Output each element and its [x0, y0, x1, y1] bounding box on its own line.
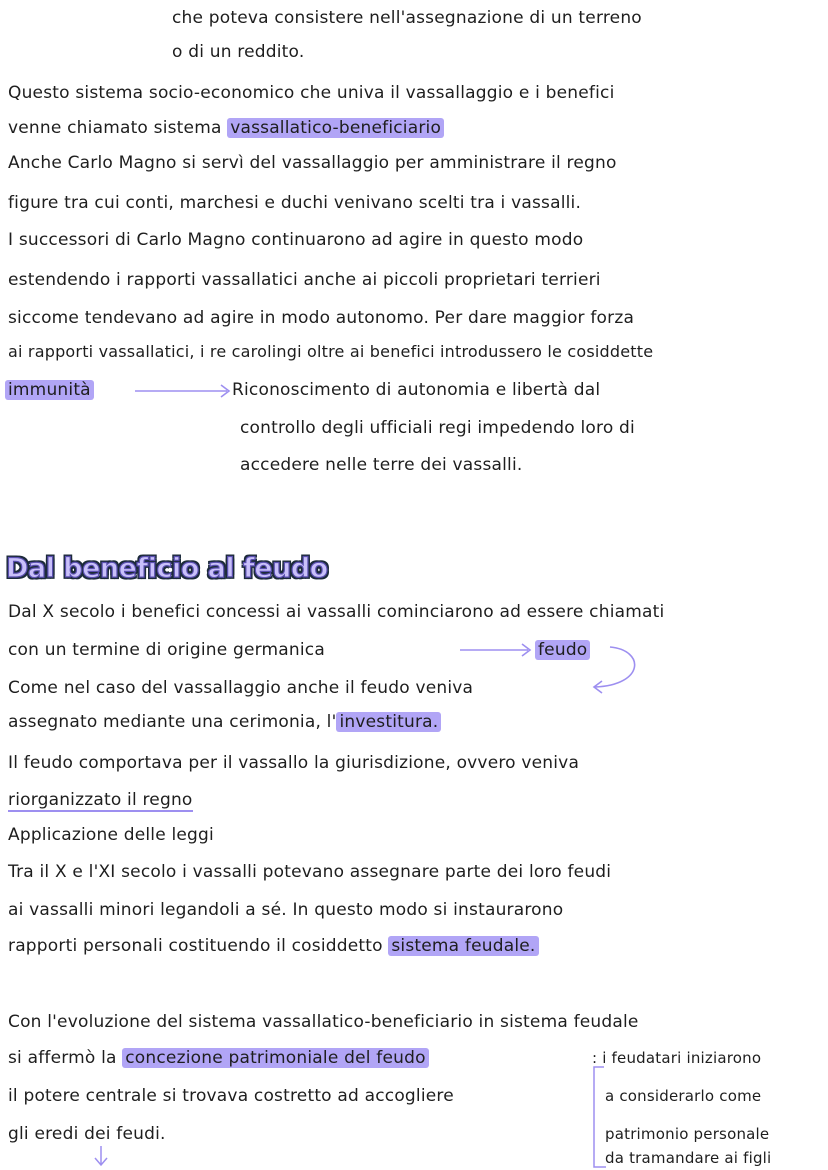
text-line: che poteva consistere nell'assegnazione di un terreno: [172, 8, 642, 28]
underlined-text: riorganizzato il regno: [8, 790, 193, 810]
text-line: Questo sistema socio-economico che univa il vassallaggio e i benefici: [8, 83, 615, 103]
text-line: Con l'evoluzione del sistema vassallatico-beneficiario in sistema feudale: [8, 1012, 639, 1032]
text-line: il potere centrale si trovava costretto ad accogliere: [8, 1086, 454, 1106]
arrow-down-icon: [93, 1146, 109, 1168]
text-line: accedere nelle terre dei vassalli.: [240, 455, 523, 475]
text-line: controllo degli ufficiali regi impedendo loro di: [240, 418, 635, 438]
section-heading: Dal beneficio al feudo: [6, 553, 328, 584]
highlight-investitura: investitura.: [336, 712, 441, 732]
highlight-vassallatico: vassallatico-beneficiario: [227, 118, 444, 138]
highlight-immunita: [5, 378, 94, 402]
text-line: estendendo i rapporti vassallatici anche ai piccoli proprietari terrieri: [8, 270, 601, 290]
text-line: Il feudo comportava per il vassallo la giurisdizione, ovvero veniva: [8, 753, 580, 773]
text-line: figure tra cui conti, marchesi e duchi venivano scelti tra i vassalli.: [8, 193, 582, 213]
text-line: [8, 934, 539, 958]
text-line: Anche Carlo Magno si servì del vassallaggio per amministrare il regno: [8, 153, 617, 173]
text-line: gli eredi dei feudi.: [8, 1124, 166, 1144]
text-line: siccome tendevano ad agire in modo autonomo. Per dare maggior forza: [8, 308, 635, 328]
text: assegnato mediante una cerimonia, l': [8, 712, 337, 732]
text: si affermò la: [8, 1048, 117, 1068]
text-line: [8, 1046, 429, 1070]
arrow-right-icon: [460, 643, 540, 657]
text-line: [8, 788, 193, 812]
text-line: [8, 710, 441, 734]
side-note: : i feudatari iniziarono: [592, 1049, 762, 1067]
text-line: I successori di Carlo Magno continuarono ad agire in questo modo: [8, 230, 584, 250]
text: venne chiamato sistema: [8, 118, 222, 138]
highlight-concezione: concezione patrimoniale del feudo: [122, 1048, 428, 1068]
highlight-sistema-feudale: sistema feudale.: [388, 936, 538, 956]
text-line: [8, 116, 444, 140]
curved-arrow-icon: [590, 645, 650, 695]
arrow-right-icon: [135, 383, 235, 397]
highlight-feudo: feudo: [535, 640, 590, 660]
side-note: da tramandare ai figli: [605, 1149, 772, 1167]
feudo-term: [535, 638, 590, 662]
text-line: Tra il X e l'XI secolo i vassalli potevano assegnare parte dei loro feudi: [8, 862, 612, 882]
text-line: ai rapporti vassallatici, i re carolingi oltre ai benefici introdussero le cosiddette: [8, 342, 654, 361]
text-line: con un termine di origine germanica: [8, 640, 325, 660]
text-line: Applicazione delle leggi: [8, 825, 214, 845]
side-note: a considerarlo come: [605, 1087, 762, 1105]
text-line: Riconoscimento di autonomia e libertà dal: [232, 380, 601, 400]
text-line: ai vassalli minori legandoli a sé. In questo modo si instaurarono: [8, 900, 564, 920]
side-note: patrimonio personale: [605, 1125, 770, 1143]
text: rapporti personali costituendo il cosiddetto: [8, 936, 383, 956]
text-line: Dal X secolo i benefici concessi ai vassalli cominciarono ad essere chiamati: [8, 602, 665, 622]
immunita-label: immunità: [5, 380, 94, 400]
text-line: o di un reddito.: [172, 42, 305, 62]
text-line: Come nel caso del vassallaggio anche il feudo veniva: [8, 678, 474, 698]
